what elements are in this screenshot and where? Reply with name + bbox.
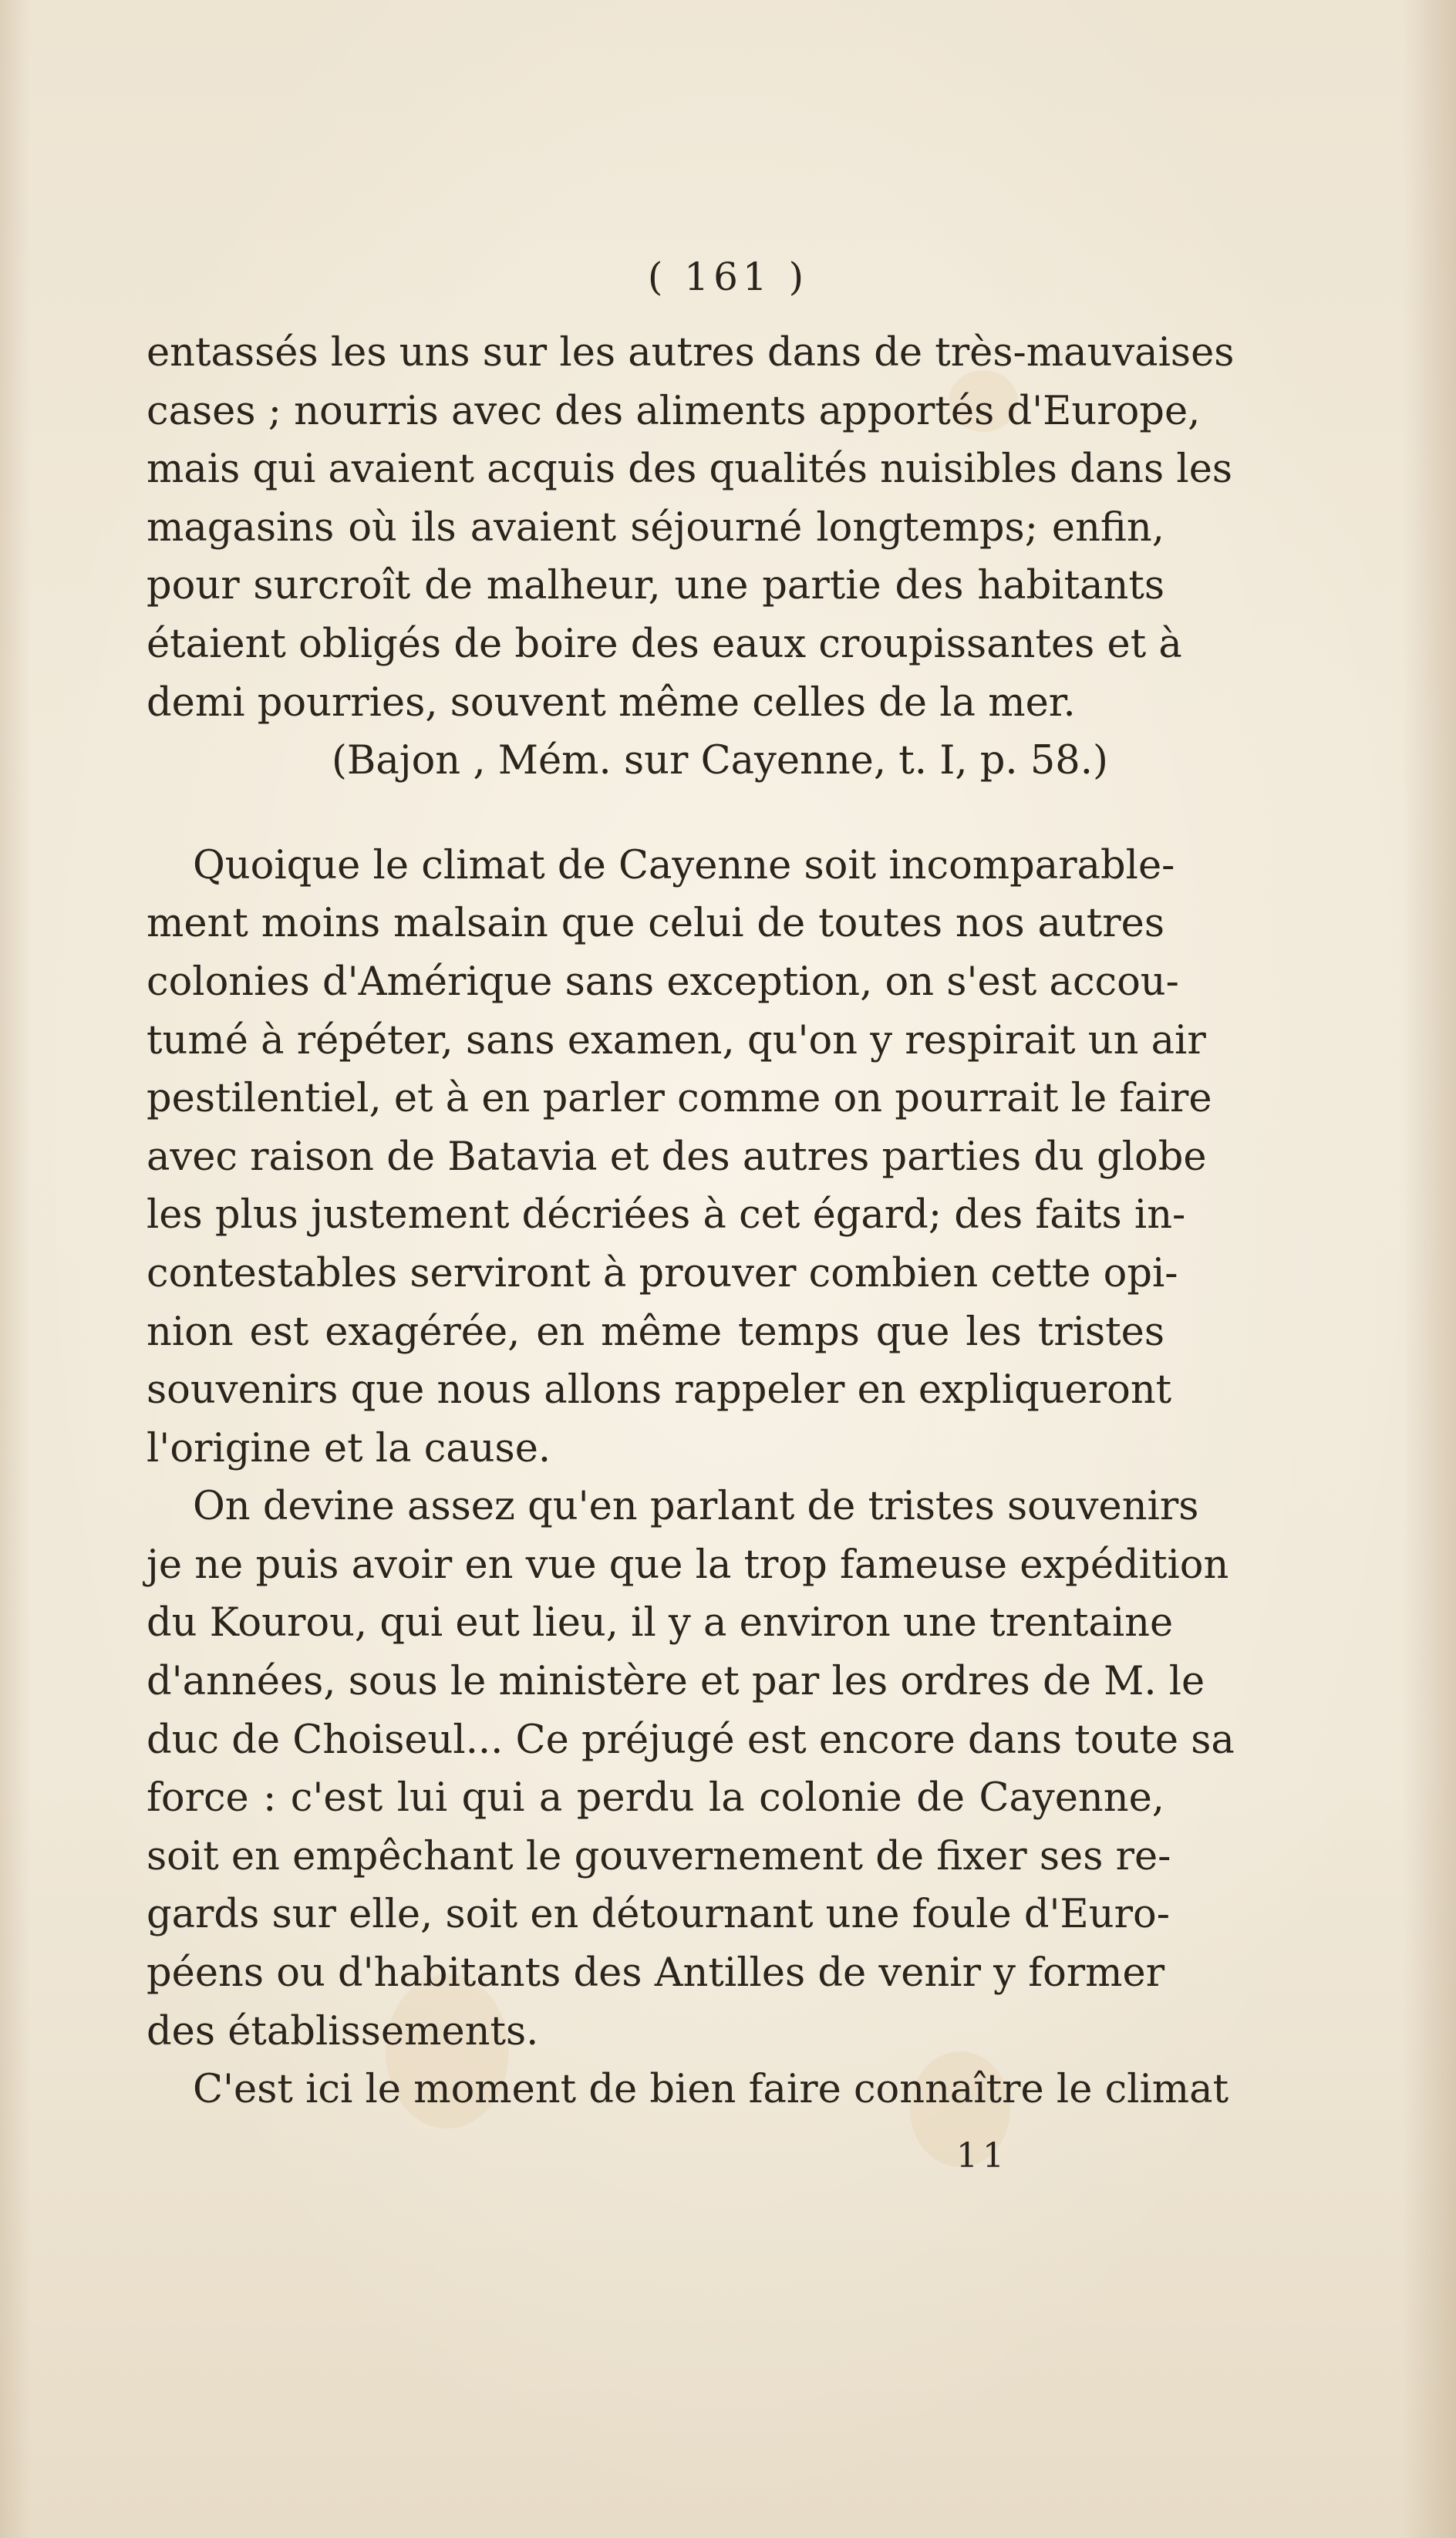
text-line: pestilentiel, et à en parler comme on pourrait le faire bbox=[147, 1076, 1212, 1122]
text-line: je ne puis avoir en vue que la trop fameuse expédition bbox=[147, 1542, 1229, 1588]
text-line: les plus justement décriées à cet égard; des faits in- bbox=[147, 1192, 1186, 1239]
paragraph-gap bbox=[147, 790, 1164, 837]
text-line: tumé à répéter, sans examen, qu'on y respirait un air bbox=[147, 1017, 1206, 1063]
text-line: péens ou d'habitants des Antilles de venir y former bbox=[147, 1950, 1165, 1997]
text-line: du Kourou, qui eut lieu, il y a environ une trentaine bbox=[147, 1600, 1174, 1646]
text-line: nion est exagérée, en même temps que les tristes bbox=[147, 1309, 1164, 1355]
text-line: mais qui avaient acquis des qualités nuisibles dans les bbox=[147, 447, 1233, 493]
text-line: On devine assez qu'en parlant de tristes souvenirs bbox=[193, 1484, 1199, 1530]
text-line: magasins où ils avaient séjourné longtemps; enfin, bbox=[147, 504, 1164, 551]
text-line: contestables serviront à prouver combien cette opi- bbox=[147, 1250, 1178, 1296]
citation-line: (Bajon , Mém. sur Cayenne, t. I, p. 58.) bbox=[332, 738, 1108, 784]
body-text bbox=[147, 324, 1235, 2119]
text-line: duc de Choiseul... Ce préjugé est encore dans toute sa bbox=[147, 1717, 1235, 1763]
text-line: pour surcroît de malheur, une partie des habitants bbox=[147, 563, 1164, 609]
text-line: Quoique le climat de Cayenne soit incomparable- bbox=[193, 842, 1175, 888]
text-line: l'origine et la cause. bbox=[147, 1425, 551, 1471]
page-edge-shadow-right bbox=[1402, 0, 1456, 2538]
text-line: soit en empêchant le gouvernement de fixer ses re- bbox=[147, 1833, 1171, 1879]
text-line: C'est ici le moment de bien faire connaître le climat bbox=[193, 2067, 1229, 2113]
text-line: souvenirs que nous allons rappeler en expliqueront bbox=[147, 1367, 1172, 1414]
signature-mark: 11 bbox=[956, 2136, 1009, 2176]
page-number: ( 161 ) bbox=[647, 254, 809, 299]
text-line: cases ; nourris avec des aliments apportés d'Europe, bbox=[147, 388, 1201, 434]
text-line: étaient obligés de boire des eaux croupissantes et à bbox=[147, 621, 1182, 667]
text-line: demi pourries, souvent même celles de la mer. bbox=[147, 679, 1076, 726]
text-line: ment moins malsain que celui de toutes nos autres bbox=[147, 901, 1164, 947]
text-line: force : c'est lui qui a perdu la colonie de Cayenne, bbox=[147, 1775, 1164, 1822]
text-line: avec raison de Batavia et des autres parties du globe bbox=[147, 1134, 1207, 1180]
text-line: gards sur elle, soit en détournant une foule d'Euro- bbox=[147, 1892, 1170, 1938]
text-line: entassés les uns sur les autres dans de très-mauvaises bbox=[147, 330, 1235, 376]
text-line: d'années, sous le ministère et par les ordres de M. le bbox=[147, 1659, 1205, 1705]
text-line: colonies d'Amérique sans exception, on s'est accou- bbox=[147, 959, 1179, 1005]
page-edge-shadow-left bbox=[0, 0, 31, 2538]
text-line: des établissements. bbox=[147, 2008, 539, 2054]
